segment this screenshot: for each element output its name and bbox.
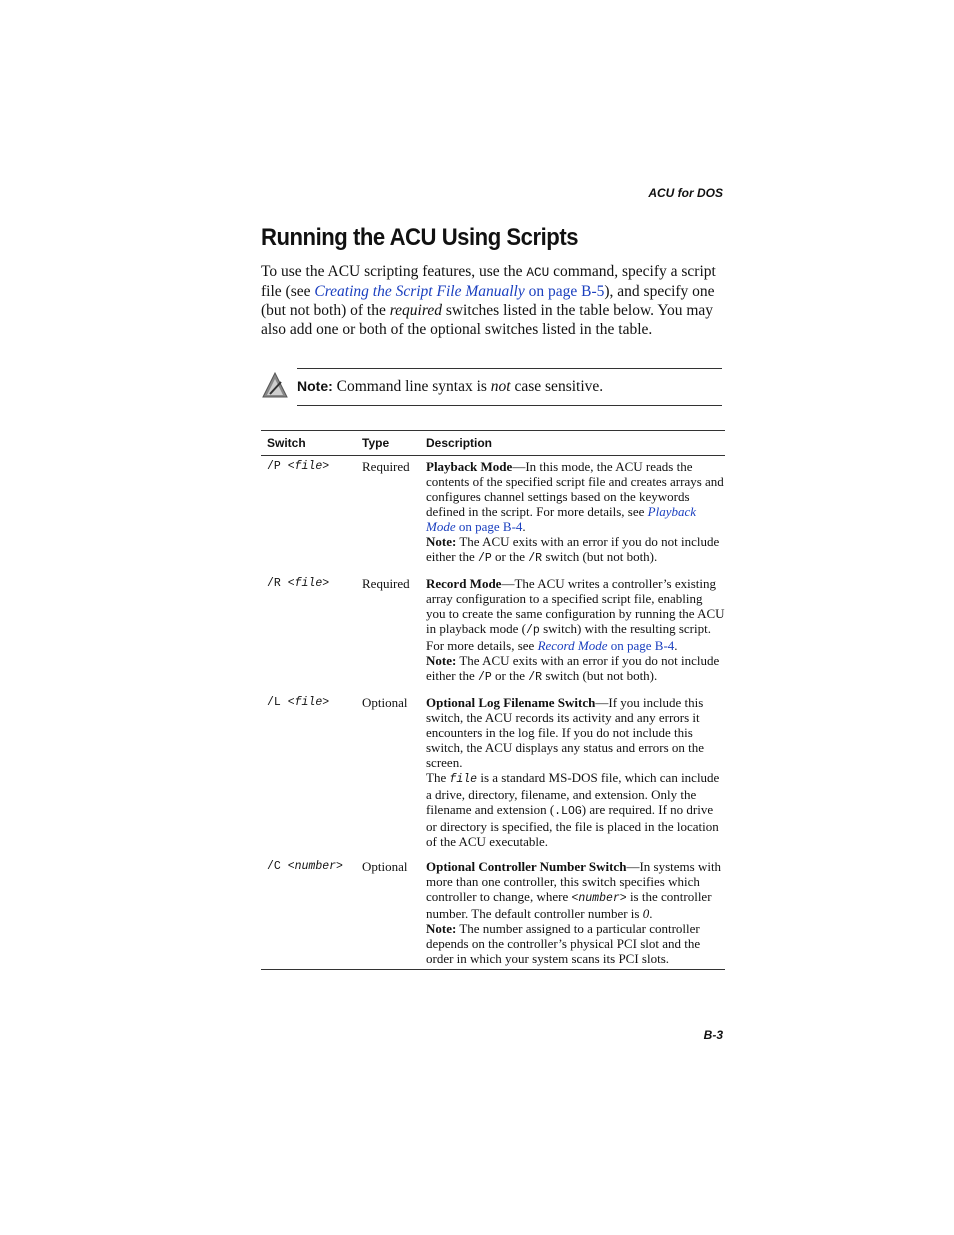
link-record-mode[interactable]: Record Mode on page B-4 bbox=[537, 638, 675, 653]
table-header-row bbox=[261, 431, 725, 456]
header-switch: Switch bbox=[261, 431, 356, 456]
note-box bbox=[297, 368, 722, 406]
switch-cell: /L <file> bbox=[267, 696, 330, 709]
switch-cell: /C <number> bbox=[267, 860, 343, 873]
intro-paragraph: To use the ACU scripting features, use the ACU command, specify a script file (see Creating the Script File Manually on page B-5), and specify one (but not both) of the required switches listed in the table below. You may also add one or both of the optional switches listed in the table. bbox=[261, 263, 716, 338]
running-head: ACU for DOS bbox=[648, 186, 723, 200]
type-cell: Optional bbox=[362, 859, 408, 874]
table-row bbox=[261, 856, 725, 970]
table-row bbox=[261, 573, 725, 692]
switch-cell: /R <file> bbox=[267, 577, 330, 590]
switch-cell: /P <file> bbox=[267, 460, 330, 473]
link-playback-mode[interactable]: Playback Mode on page B-4 bbox=[426, 504, 697, 534]
description-cell: Playback Mode—In this mode, the ACU reads the contents of the specified script file and creates arrays and configures channel settings based on the keywords defined in the script. For more details, see Playback Mode on page B-4. Note: The ACU exits with an error if you do not include either the /P or the /R switch (but not both). bbox=[426, 459, 724, 565]
type-cell: Required bbox=[362, 459, 410, 474]
switch-table bbox=[261, 430, 725, 970]
header-description: Description bbox=[420, 431, 725, 456]
type-cell: Optional bbox=[362, 695, 408, 710]
note-text: Note: Command line syntax is not case sensitive. bbox=[297, 378, 604, 395]
description-cell: Optional Controller Number Switch—In systems with more than one controller, this switch specifies which controller to change, where <number> is the controller number. The default controller number is 0. Note: The number assigned to a particular controller depends on the controller’s physical PCI slot and the order in which your system scans its PCI slots. bbox=[426, 859, 722, 966]
page-number: B-3 bbox=[703, 1028, 723, 1042]
table-row bbox=[261, 692, 725, 856]
note-pencil-icon bbox=[261, 370, 289, 398]
link-creating-script[interactable]: Creating the Script File Manually on page B-5 bbox=[314, 283, 605, 300]
acu-command: ACU bbox=[526, 265, 550, 280]
header-type: Type bbox=[356, 431, 420, 456]
type-cell: Required bbox=[362, 576, 410, 591]
table-row bbox=[261, 456, 725, 574]
description-cell: Record Mode—The ACU writes a controller’s existing array configuration to a specified script file, enabling you to create the same configuration by running the ACU in playback mode (/p switch) with the resulting script. For more details, see Record Mode on page B-4. Note: The ACU exits with an error if you do not include either the /P or the /R switch (but not both). bbox=[426, 576, 725, 684]
description-cell: Optional Log Filename Switch—If you include this switch, the ACU records its activity and any errors it encounters in the log file. If you do not include this switch, the ACU displays any status and errors on the screen. The file is a standard MS-DOS file, which can include a drive, directory, filename, and extension. Only the filename and extension (.LOG) are required. If no drive or directory is specified, the file is placed in the location of the ACU executable. bbox=[426, 695, 720, 849]
page-title: Running the ACU Using Scripts bbox=[261, 224, 579, 251]
